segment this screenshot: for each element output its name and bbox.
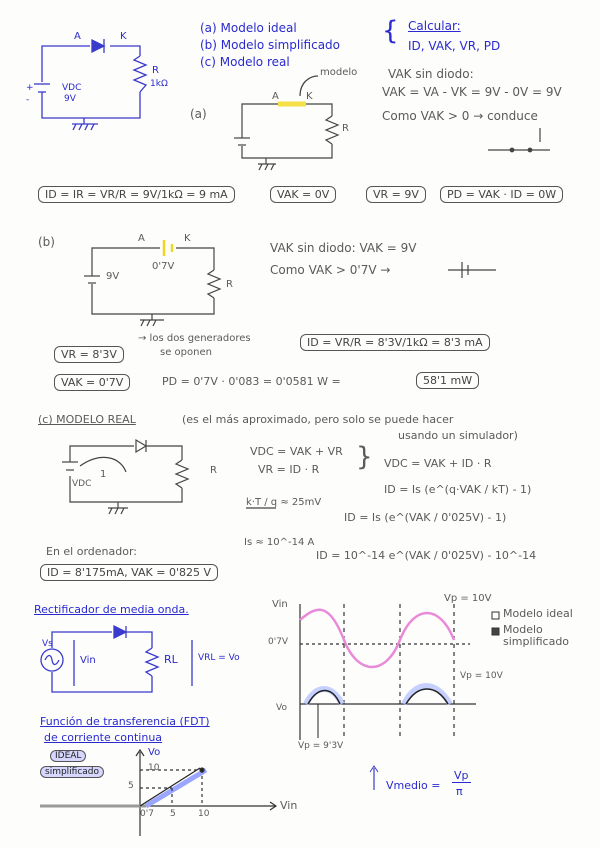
section-c-res: R	[210, 465, 217, 476]
vmedio-label: Vmedio =	[386, 779, 441, 792]
calc-items: ID, VAK, VR, PD	[408, 39, 501, 53]
fdt-t5: 5	[128, 781, 134, 791]
brace-c: }	[356, 442, 373, 472]
rectifier-title: Rectificador de media onda.	[34, 603, 189, 616]
vr-eq: VR = ID · R	[258, 463, 320, 476]
id-eq3: ID = 10^-14 e^(VAK / 0'025V) - 10^-14	[316, 549, 537, 562]
id-eq2: ID = Is (e^(VAK / 0'025V) - 1)	[344, 511, 507, 524]
vak-title-b: VAK sin diodo: VAK = 9V	[270, 241, 417, 255]
id-box-b: ID = VR/R = 8'3V/1kΩ = 8'3 mA	[300, 334, 490, 351]
wave-vin: Vin	[272, 599, 288, 610]
vo-label: VRL = Vo	[198, 653, 240, 663]
section-a-label: (a)	[190, 107, 207, 121]
id-box-a: ID = IR = VR/R = 9V/1kΩ = 9 mA	[38, 186, 235, 203]
pd-b: PD = 0'7V · 0'083 = 0'0581 W =	[162, 375, 341, 388]
fdt-ideal-box: IDEAL	[50, 750, 86, 762]
id-eq: ID = Is (e^(q·VAK / kT) - 1)	[384, 483, 532, 496]
fdt-title1: Función de transferencia (FDT)	[40, 715, 210, 728]
vs-label: Vs	[42, 639, 53, 649]
vdc-eq: VDC = VAK + VR	[250, 445, 343, 458]
vak-title-a: VAK sin diodo:	[388, 67, 474, 81]
vak-box-a: VAK = 0V	[270, 186, 336, 203]
section-c-intro2: usando un simulador)	[398, 429, 518, 442]
note1-b: → los dos generadores	[138, 333, 251, 344]
kt-eq: k·T / q ≈ 25mV	[246, 497, 322, 508]
section-b-drop: 0'7V	[152, 261, 175, 272]
model-item-b: (b) Modelo simplificado	[200, 38, 341, 52]
is-eq: Is ≈ 10^-14 A	[244, 537, 315, 548]
pd-box-b: 58'1 mW	[416, 372, 479, 389]
rl-label: RL	[164, 653, 178, 666]
legend-ideal: Modelo ideal	[503, 607, 573, 620]
section-c-intro1: (es el más aproximado, pero solo se puede hacer	[182, 413, 454, 426]
vr-box-a: VR = 9V	[366, 186, 426, 203]
fdt-title2: de corriente continua	[44, 731, 163, 744]
top-source-label: VDC	[62, 83, 82, 93]
pd-box-a: PD = VAK · ID = 0W	[440, 186, 563, 203]
section-c-one: 1	[100, 469, 107, 480]
top-anode-label: A	[74, 31, 81, 42]
vak-box-b: VAK = 0'7V	[54, 374, 130, 391]
wave-vo: Vo	[276, 703, 287, 713]
fdt-simp-box: simplificado	[40, 766, 104, 778]
fdt-vo: Vo	[148, 747, 161, 758]
section-b-cathode: K	[184, 233, 191, 244]
calc-title: Calcular:	[408, 19, 461, 33]
top-cathode-label: K	[120, 31, 127, 42]
section-c-src: VDC	[72, 479, 92, 489]
vr-box-b: VR = 8'3V	[54, 346, 124, 363]
fdt-x5: 5	[170, 809, 176, 819]
top-source-minus: -	[26, 95, 30, 105]
top-res-label: R	[152, 65, 159, 76]
vmedio-num: Vp	[454, 769, 469, 782]
top-res-value: 1kΩ	[150, 79, 168, 89]
fdt-t10: 10	[148, 763, 160, 773]
como-b: Como VAK > 0'7V →	[270, 263, 391, 277]
result-box-c: ID = 8'175mA, VAK = 0'825 V	[40, 564, 218, 581]
model-item-c: (c) Modelo real	[200, 55, 290, 69]
vdc2-eq: VDC = VAK + ID · R	[384, 457, 492, 470]
legend-simplified: Modelo simplificado	[503, 623, 570, 648]
modelo-note: modelo	[320, 67, 358, 78]
top-source-value: 9V	[64, 94, 76, 104]
fdt-x07: 0'7	[140, 809, 154, 819]
vin-label: Vin	[80, 655, 96, 666]
section-b-label: (b)	[38, 235, 55, 249]
wave-vp-top: Vp = 10V	[444, 593, 492, 604]
section-b-anode: A	[138, 233, 145, 244]
como-a: Como VAK > 0 → conduce	[382, 109, 538, 123]
section-b-res: R	[226, 279, 233, 290]
note2-b: se oponen	[160, 347, 212, 358]
brace: {	[382, 16, 399, 46]
model-item-a: (a) Modelo ideal	[200, 21, 297, 35]
vak-eq-a: VAK = VA - VK = 9V - 0V = 9V	[382, 85, 562, 99]
section-a-cathode: K	[306, 91, 313, 102]
section-a-res: R	[342, 123, 349, 134]
ordenador-label: En el ordenador:	[46, 545, 138, 558]
vmedio-den: π	[456, 785, 463, 798]
section-c-label: (c) MODELO REAL	[38, 413, 136, 426]
section-a-anode: A	[272, 91, 279, 102]
top-source-plus: +	[26, 83, 34, 93]
wave-vp-mid: Vp = 10V	[460, 671, 503, 681]
section-b-src: 9V	[106, 271, 120, 282]
wave-vp-low: Vp = 9'3V	[298, 741, 344, 751]
wave-v07: 0'7V	[268, 637, 289, 647]
fdt-x10: 10	[198, 809, 210, 819]
fdt-vin: Vin	[280, 799, 298, 812]
